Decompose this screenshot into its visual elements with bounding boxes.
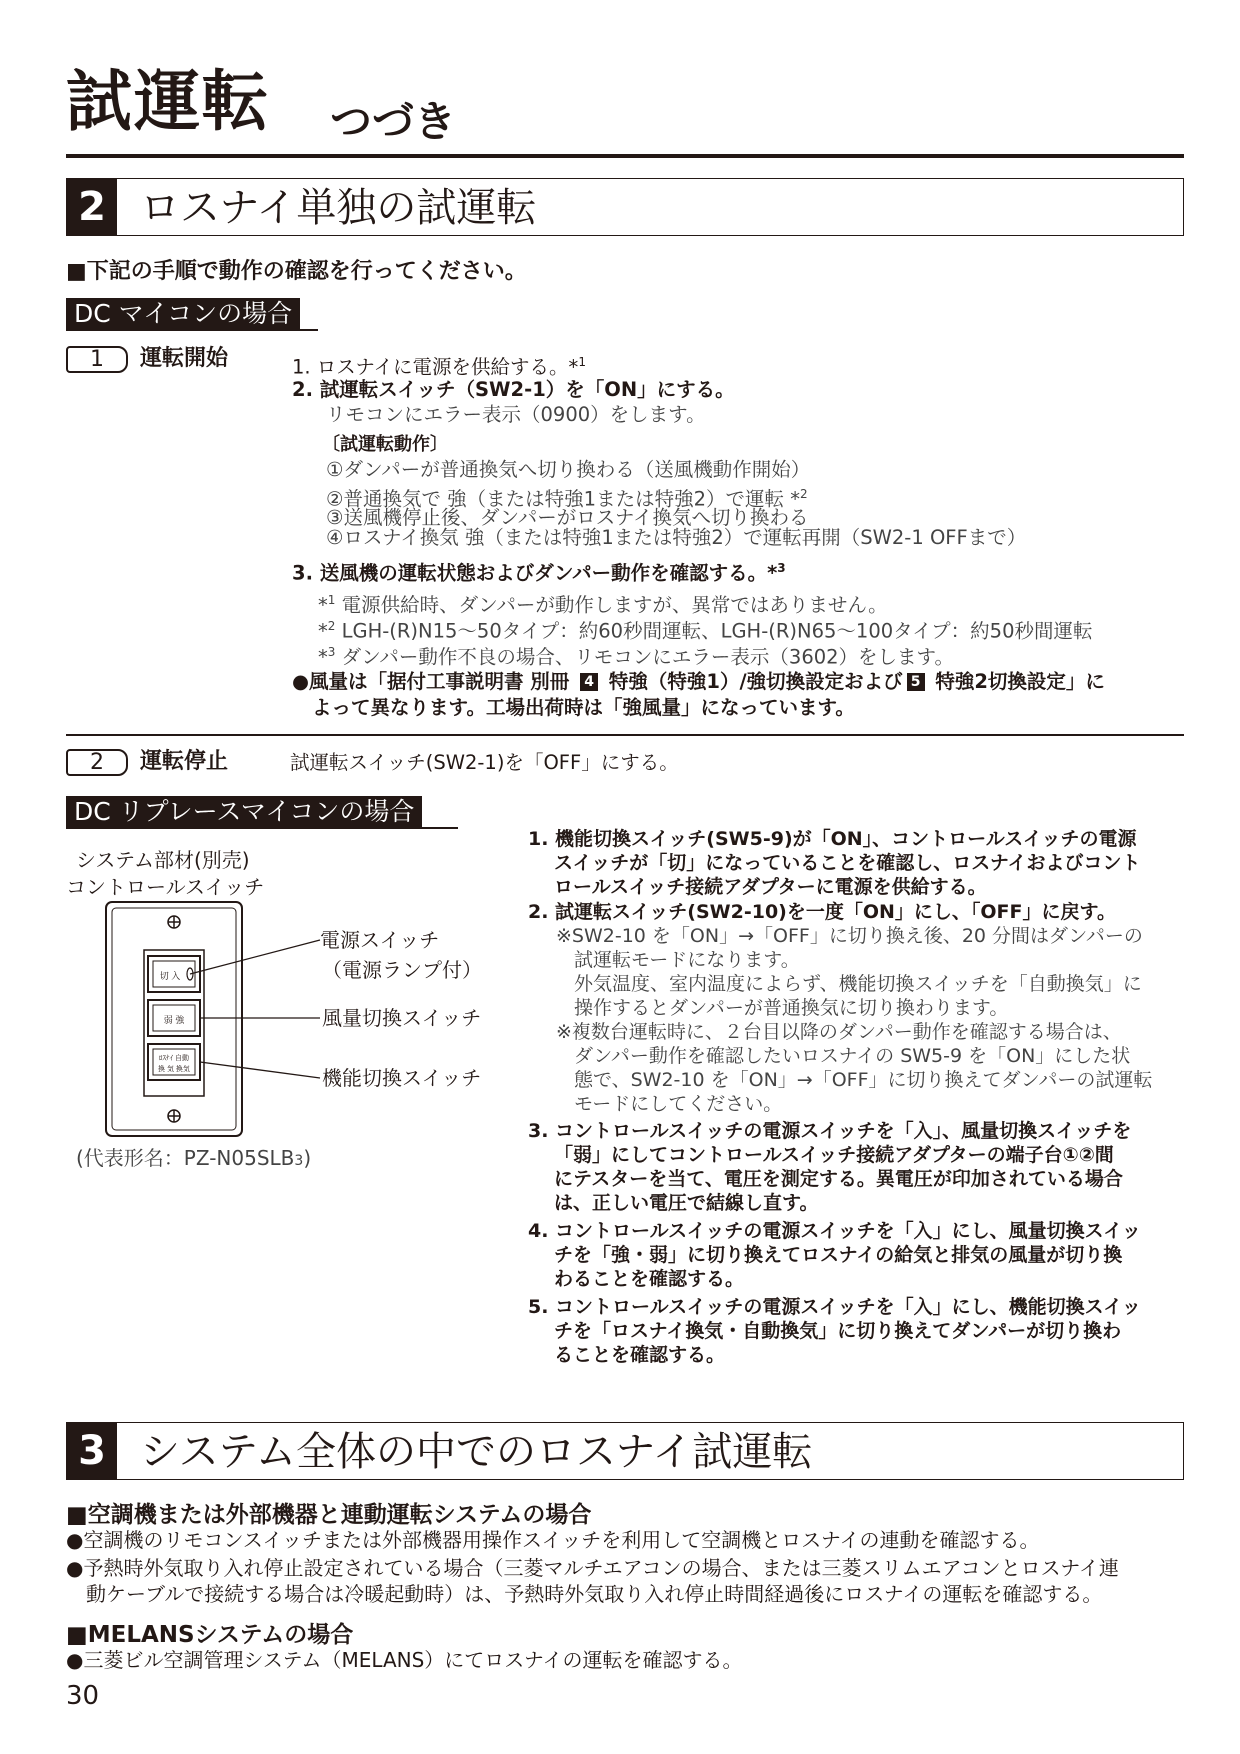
replace-line-22: ることを確認する。 (554, 1344, 726, 1366)
number-5-icon: 5 (907, 673, 925, 691)
step1-line-1: 1. ロスナイに電源を供給する。*$^1$ (292, 355, 586, 379)
replace-line-12: モードにしてください。 (574, 1093, 783, 1115)
replace-line-13: 3. コントロールスイッチの電源スイッチを「入」、風量切換スイッチを (528, 1120, 1132, 1142)
section3-subheading-1: ■空調機または外部機器と連動運転システムの場合 (66, 1502, 592, 1528)
function-switch-label-a: ﾛｽﾅｲ 自動 (159, 1055, 189, 1062)
replace-line-10: ダンパー動作を確認したいロスナイの SW5-9 を「ON」にした状 (574, 1045, 1131, 1067)
step-divider (66, 734, 1184, 736)
annotation-function-switch: 機能切換スイッチ (322, 1066, 482, 1090)
section3-subheading-2: ■MELANSシステムの場合 (66, 1622, 354, 1648)
page-title: 試運転 (66, 63, 270, 140)
replace-line-8: 操作するとダンパーが普通換気に切り換わります。 (574, 997, 1009, 1019)
section3-number: 3 (67, 1423, 117, 1479)
annotation-power-lamp: （電源ランプ付） (322, 958, 482, 982)
note-2: *$^2$ LGH-(R)N15～50タイプ：約60秒間運転、LGH-(R)N65～100タイプ：約50秒間運転 (318, 619, 1093, 643)
air-volume-bullet: ●風量は「据付工事説明書 別冊 4 特強（特強1）/強切換設定および 5 特強2切換設定」に (292, 670, 1105, 693)
section2-title: ロスナイ単独の試運転 (140, 185, 537, 231)
note-3: *$^3$ ダンパー動作不良の場合、リモコンにエラー表示（3602）をします。 (318, 645, 954, 669)
page-title-suffix: つづき (330, 97, 457, 146)
step1-label: 運転開始 (140, 346, 229, 371)
step2-label: 運転停止 (140, 749, 229, 774)
annotation-fan-switch: 風量切換スイッチ (322, 1006, 482, 1030)
section2-number: 2 (67, 179, 117, 235)
page-number: 30 (66, 1681, 100, 1711)
step1-line-7: ③送風機停止後、ダンパーがロスナイ換気へ切り換わる (326, 506, 809, 529)
replace-line-3: ロールスイッチ接続アダプターに電源を供給する。 (554, 876, 987, 898)
note-1: *$^1$ 電源供給時、ダンパーが動作しますが、異常ではありません。 (318, 593, 888, 617)
function-switch-label-b: 換 気 換気 (158, 1066, 190, 1073)
replace-line-6: 試運転モードになります。 (574, 949, 800, 971)
air-volume-bullet-line2: よって異なります。工場出荷時は「強風量」になっています。 (312, 696, 855, 719)
step1-line-3: リモコンにエラー表示（0900）をします。 (326, 403, 706, 426)
dc-replace-tag: DC リプレースマイコンの場合 (66, 796, 422, 828)
screw-top-icon (168, 916, 180, 928)
step2-number: 2 (66, 749, 128, 776)
section3-bullet-1: ●空調機のリモコンスイッチまたは外部機器用操作スイッチを利用して空調機とロスナイの連動を確認する。 (66, 1528, 1040, 1552)
model-name: (代表形名：PZ-N05SLB3) (76, 1146, 312, 1170)
annotation-power-switch: 電源スイッチ (320, 928, 440, 952)
step1-line-5: ①ダンパーが普通換気へ切り換わる（送風機動作開始） (326, 458, 811, 481)
section3-bullet-2-cont: 動ケーブルで接続する場合は冷暖起動時）は、予熱時外気取り入れ停止時間経過後にロスナイの運転を確認する。 (86, 1582, 1103, 1606)
number-4-icon: 4 (580, 673, 598, 691)
section3-bullet-3: ●三菱ビル空調管理システム（MELANS）にてロスナイの運転を確認する。 (66, 1648, 743, 1672)
replace-line-7: 外気温度、室内温度によらず、機能切換スイッチを「自動換気」に (574, 973, 1142, 995)
power-switch-label: 切 入 (159, 971, 181, 981)
replace-line-17: 4. コントロールスイッチの電源スイッチを「入」にし、風量切換スイッ (528, 1220, 1141, 1242)
replace-line-21: チを「ロスナイ換気・自動換気」に切り換えてダンパーが切り換わ (554, 1320, 1122, 1342)
step1-line-8: ④ロスナイ換気 強（または特強1または特強2）で運転再開（SW2-1 OFFまで） (326, 526, 1027, 549)
tag-underline (66, 329, 318, 331)
replace-line-2: スイッチが「切」になっていることを確認し、ロスナイおよびコント (554, 852, 1141, 874)
replace-line-1: 1. 機能切換スイッチ(SW5-9)が「ON」、コントロールスイッチの電源 (528, 828, 1137, 850)
section3-title: システム全体の中でのロスナイ試運転 (140, 1429, 813, 1475)
figure-caption-1: システム部材(別売) (76, 848, 250, 872)
step1-line-9: 3. 送風機の運転状態およびダンパー動作を確認する。*$^3$ (292, 561, 786, 585)
replace-line-14: 「弱」にしてコントロールスイッチ接続アダプターの端子台①②間 (554, 1144, 1114, 1166)
figure-caption-2: コントロールスイッチ (66, 875, 265, 899)
step1-line-4: 〔試運転動作〕 (322, 434, 448, 455)
replace-line-16: は、正しい電圧で結線し直す。 (554, 1192, 819, 1214)
replace-line-11: 態で、SW2-10 を「ON」→「OFF」に切り換えてダンパーの試運転 (574, 1069, 1153, 1091)
replace-tag-underline (66, 827, 458, 829)
step1-line-6: ②普通換気で 強（または特強1または特強2）で運転 *$^2$ (326, 487, 808, 511)
replace-line-18: チを「強・弱」に切り換えてロスナイの給気と排気の風量が切り換 (554, 1244, 1123, 1266)
section3-bullet-2: ●予熱時外気取り入れ停止設定されている場合（三菱マルチエアコンの場合、または三菱スリムエアコンとロスナイ連 (66, 1556, 1119, 1580)
step1-line-2: 2. 試運転スイッチ（SW2-1）を「ON」にする。 (292, 378, 735, 401)
screw-bottom-icon (168, 1110, 180, 1122)
title-rule (66, 154, 1184, 158)
section2-lead: ■下記の手順で動作の確認を行ってください。 (66, 259, 527, 284)
replace-line-19: わることを確認する。 (554, 1268, 745, 1290)
fan-switch-label: 弱 強 (163, 1015, 185, 1025)
replace-line-15: にテスターを当て、電圧を測定する。異電圧が印加されている場合 (554, 1168, 1123, 1190)
replace-line-5: ※SW2-10 を「ON」→「OFF」に切り換え後、20 分間はダンパーの (556, 925, 1143, 947)
replace-line-20: 5. コントロールスイッチの電源スイッチを「入」にし、機能切換スイッ (528, 1296, 1141, 1318)
step1-number: 1 (66, 346, 128, 373)
replace-line-4: 2. 試運転スイッチ(SW2-10)を一度「ON」にし、「OFF」に戻す。 (528, 901, 1116, 923)
dc-microcomputer-tag: DC マイコンの場合 (66, 298, 300, 330)
replace-line-9: ※複数台運転時に、２台目以降のダンパー動作を確認する場合は、 (556, 1021, 1122, 1043)
step2-text: 試運転スイッチ(SW2-1)を「OFF」にする。 (290, 751, 679, 774)
